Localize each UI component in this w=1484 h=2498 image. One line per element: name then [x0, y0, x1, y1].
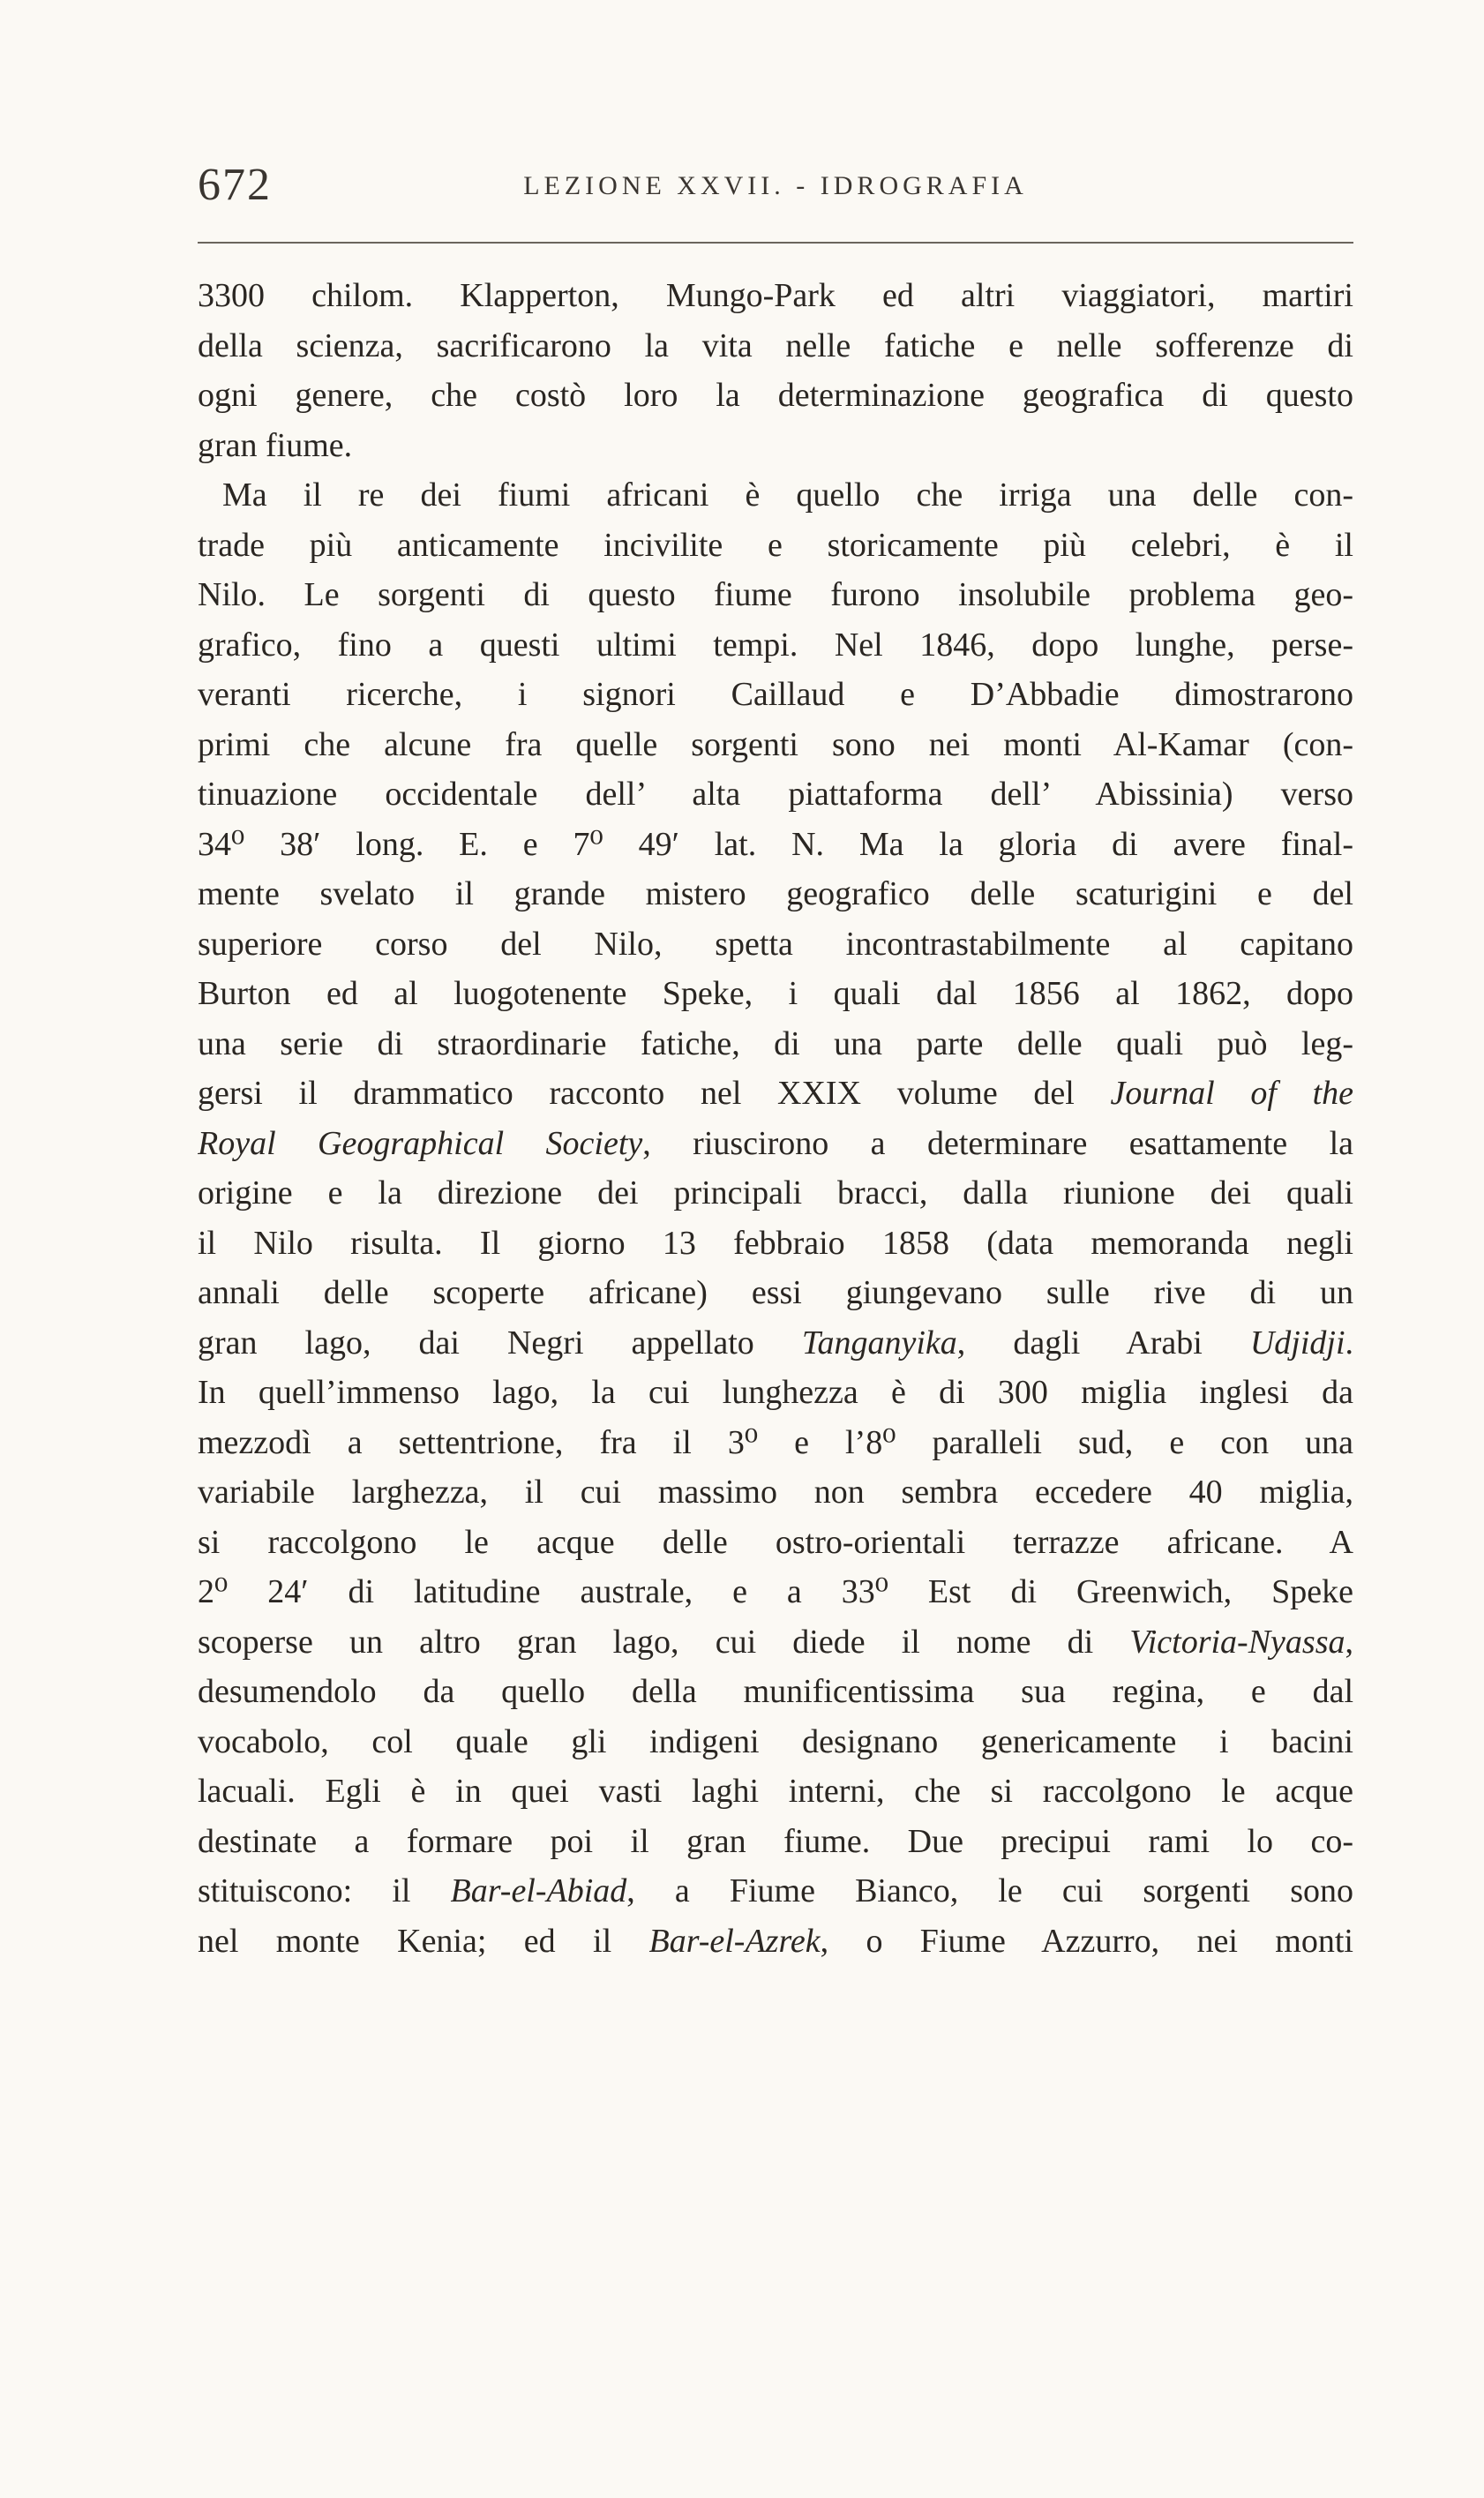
- text-line: nel monte Kenia; ed il Bar-el-Azrek, o Fiume Azzurro, nei monti: [198, 1922, 1353, 1960]
- place-name: Tanganyika: [801, 1324, 957, 1362]
- text-line: Royal Geographical Society, riuscirono a determinare esattamente la: [198, 1124, 1353, 1162]
- text-line: lacuali. Egli è in quei vasti laghi interni, che si raccolgono le acque: [198, 1773, 1353, 1810]
- text-line: vocabolo, col quale gli indigeni designano genericamente i bacini: [198, 1722, 1353, 1760]
- text-line: gersi il drammatico racconto nel XXIX volume del Journal of the: [198, 1075, 1353, 1112]
- journal-title: Royal Geographical Society: [198, 1124, 643, 1162]
- place-name: Bar-el-Abiad: [450, 1872, 627, 1909]
- header-rule: [198, 242, 1353, 244]
- body-text: [198, 271, 1353, 1966]
- page-number: 672: [198, 160, 272, 210]
- journal-title: Journal of the: [1110, 1075, 1353, 1112]
- text-line: gran fiume.: [198, 426, 353, 464]
- running-head: LEZIONE XXVII. - IDROGRAFIA: [523, 171, 1028, 200]
- text-line: della scienza, sacrificarono la vita nelle fatiche e nelle sofferenze di: [198, 326, 1353, 364]
- text-line: Nilo. Le sorgenti di questo fiume furono insolubile problema geo-: [198, 576, 1353, 613]
- text-line: desumendolo da quello della munificentissima sua regina, e dal: [198, 1673, 1353, 1710]
- text-line: annali delle scoperte africane) essi giungevano sulle rive di un: [198, 1274, 1353, 1311]
- text-line: scoperse un altro gran lago, cui diede il nome di Victoria-Nyassa,: [198, 1623, 1353, 1661]
- paragraph-first-line: Ma il re dei fiumi africani è quello che irriga una delle con-: [222, 476, 1353, 514]
- place-name: Victoria-Nyassa: [1129, 1623, 1345, 1661]
- text-line: si raccolgono le acque delle ostro-orientali terrazze africane. A: [198, 1523, 1353, 1561]
- text-line: destinate a formare poi il gran fiume. Due precipui rami lo co-: [198, 1822, 1353, 1860]
- text-line: una serie di straordinarie fatiche, di una parte delle quali può leg-: [198, 1024, 1353, 1062]
- text-line: 3300 chilom. Klapperton, Mungo-Park ed altri viaggiatori, martiri: [198, 277, 1353, 314]
- text-line: grafico, fino a questi ultimi tempi. Nel 1846, dopo lunghe, perse-: [198, 626, 1353, 664]
- text-line: gran lago, dai Negri appellato Tanganyika, dagli Arabi Udjidji.: [198, 1324, 1353, 1362]
- text-line: il Nilo risulta. Il giorno 13 febbraio 1858 (data memoranda negli: [198, 1224, 1353, 1262]
- text-line: mente svelato il grande mistero geografico delle scaturigini e del: [198, 875, 1353, 912]
- text-line: variabile larghezza, il cui massimo non sembra eccedere 40 miglia,: [198, 1474, 1353, 1511]
- text-line: In quell’immenso lago, la cui lunghezza è di 300 miglia inglesi da: [198, 1374, 1353, 1411]
- text-line: trade più anticamente incivilite e storicamente più celebri, è il: [198, 526, 1353, 564]
- text-line: Burton ed al luogotenente Speke, i quali dal 1856 al 1862, dopo: [198, 975, 1353, 1012]
- text-line: ogni genere, che costò loro la determinazione geografica di questo: [198, 377, 1353, 414]
- text-line: stituiscono: il Bar-el-Abiad, a Fiume Bianco, le cui sorgenti sono: [198, 1872, 1353, 1909]
- place-name: Bar-el-Azrek: [648, 1922, 821, 1960]
- text-line: tinuazione occidentale dell’ alta piattaforma dell’ Abissinia) verso: [198, 776, 1353, 813]
- place-name: Udjidji: [1249, 1324, 1345, 1362]
- text-line: mezzodì a settentrione, fra il 3⁰ e l’8⁰ paralleli sud, e con una: [198, 1423, 1353, 1461]
- text-line: 2⁰ 24′ di latitudine australe, e a 33⁰ Est di Greenwich, Speke: [198, 1573, 1353, 1610]
- text-line: veranti ricerche, i signori Caillaud e D’Abbadie dimostrarono: [198, 676, 1353, 713]
- text-line: 34⁰ 38′ long. E. e 7⁰ 49′ lat. N. Ma la gloria di avere final-: [198, 825, 1353, 863]
- text-line: origine e la direzione dei principali bracci, dalla riunione dei quali: [198, 1174, 1353, 1211]
- text-line: superiore corso del Nilo, spetta incontrastabilmente al capitano: [198, 925, 1353, 963]
- text-line: primi che alcune fra quelle sorgenti sono nei monti Al-Kamar (con-: [198, 725, 1353, 763]
- page-header: [198, 159, 1353, 212]
